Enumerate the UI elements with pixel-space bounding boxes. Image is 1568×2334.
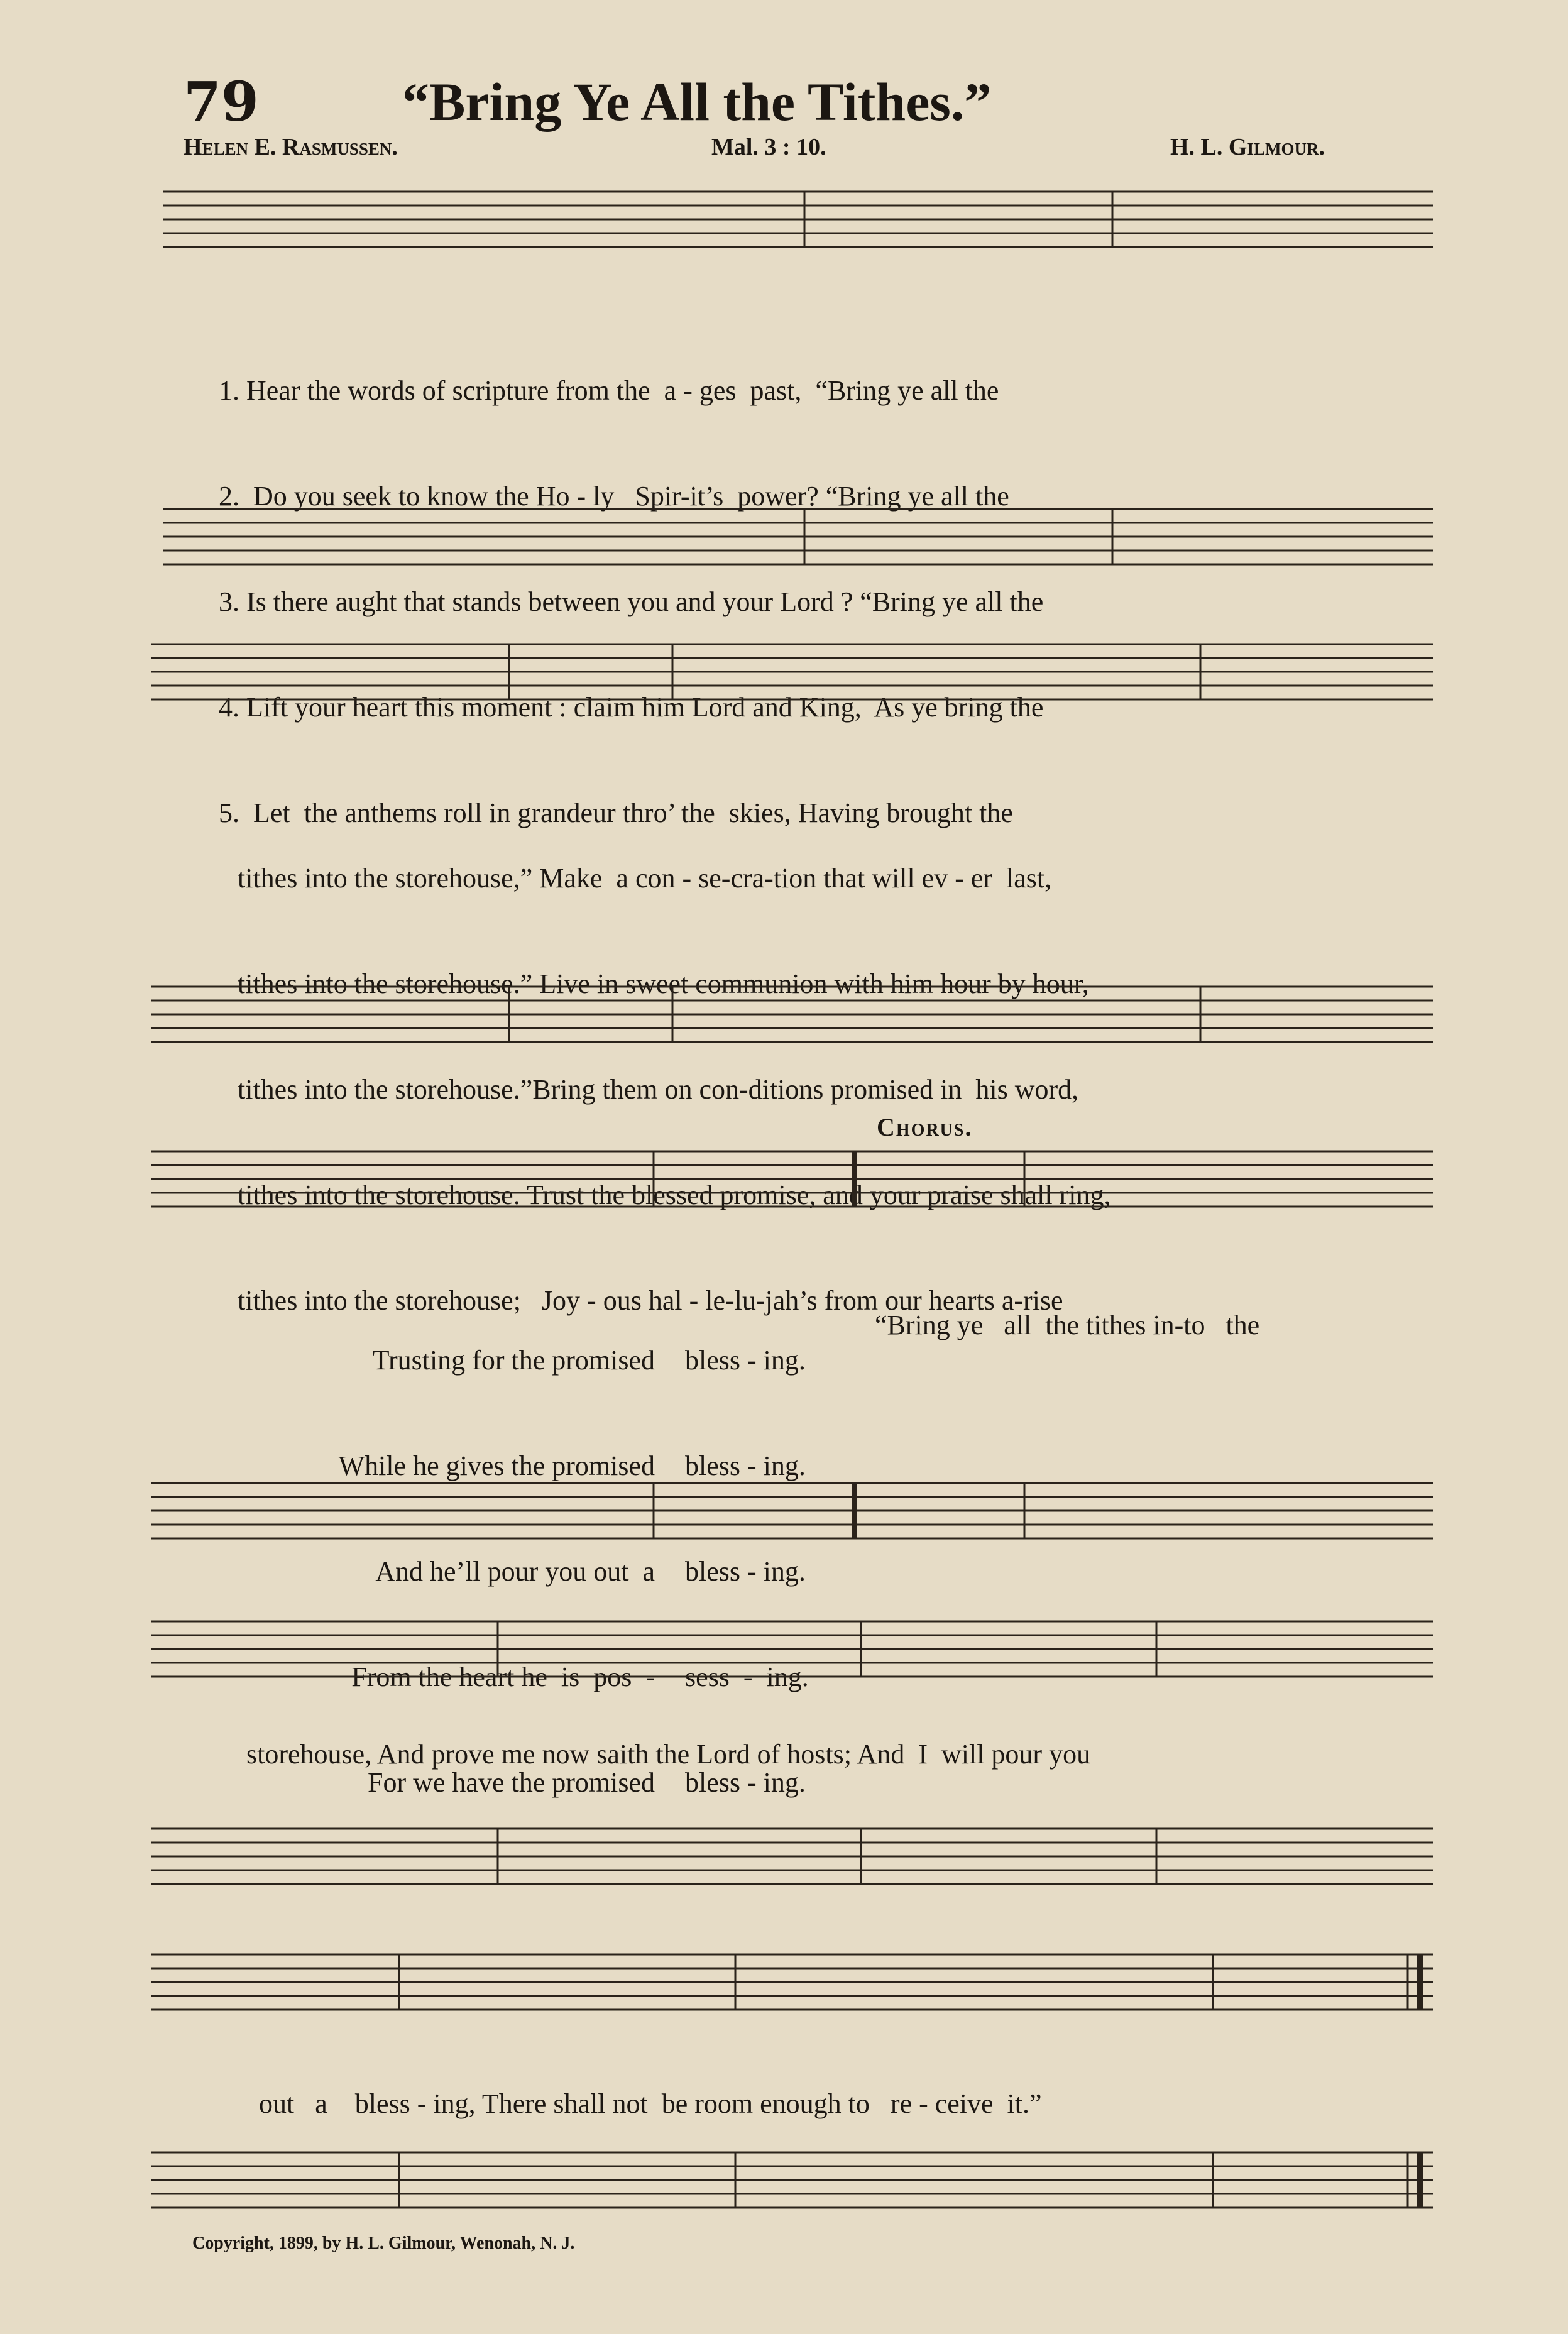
- system-5-lyric: out a bless - ing, There shall not be room enough to re - ceive it.”: [259, 2088, 1042, 2119]
- verse-line: 5. Let the anthems roll in grandeur thro’ the skies, Having brought the: [219, 797, 1013, 828]
- staff-lines: [151, 2134, 1433, 2240]
- staff-lines: [151, 1609, 1433, 1722]
- verse-ending: bless - ing.: [685, 1450, 806, 1481]
- system-2-bass-staff: [151, 968, 1433, 1075]
- hymn-title: “Bring Ye All the Tithes.”: [402, 72, 992, 132]
- composer-credit: H. L. Gilmour.: [1170, 134, 1325, 160]
- verse-line: tithes into the storehouse,” Make a con - se-cra-tion that will ev - er last,: [238, 863, 1052, 894]
- system-5-treble-staff: [151, 1942, 1433, 2055]
- verse-line: tithes into the storehouse. Trust the blessed promise, and your praise shall ring,: [238, 1180, 1111, 1210]
- system-1-treble-staff: [151, 179, 1433, 292]
- verse-line: From the heart he is pos -: [351, 1662, 655, 1692]
- staff-lines: [151, 1139, 1433, 1252]
- system-3-bass-staff: [151, 1464, 1433, 1571]
- verse-ending: sess - ing.: [685, 1662, 809, 1692]
- staff-lines: [151, 1810, 1433, 1917]
- verse-line: For we have the promised: [368, 1767, 655, 1798]
- verse-line: tithes into the storehouse; Joy - ous hal - le-lu-jah’s from our hearts a-rise: [238, 1285, 1063, 1316]
- scripture-reference: Mal. 3 : 10.: [711, 134, 826, 160]
- verse-line: And he’ll pour you out a: [375, 1556, 655, 1587]
- staff-lines: [151, 490, 1433, 597]
- verse-line: tithes into the storehouse.”Bring them on con-ditions promised in his word,: [238, 1074, 1079, 1105]
- verse-line: tithes into the storehouse.” Live in sweet communion with him hour by hour,: [238, 968, 1089, 999]
- system-4-lyric: storehouse, And prove me now saith the Lord of hosts; And I will pour you: [246, 1739, 1091, 1770]
- system-4-treble-staff: [151, 1609, 1433, 1722]
- verse-line: While he gives the promised: [338, 1450, 655, 1481]
- staff-lines: [151, 968, 1433, 1075]
- staff-lines: [151, 1942, 1433, 2055]
- staff-lines: [151, 1464, 1433, 1571]
- verse-line: 1. Hear the words of scripture from the a - ges past, “Bring ye all the: [219, 375, 999, 406]
- verse-line: 2. Do you seek to know the Ho - ly Spir-it’s power? “Bring ye all the: [219, 481, 1009, 512]
- verse-ending: bless - ing.: [685, 1767, 806, 1798]
- verse-line: 4. Lift your heart this moment : claim him Lord and King, As ye bring the: [219, 692, 1044, 723]
- chorus-label: Chorus.: [877, 1113, 973, 1141]
- staff-lines: [151, 632, 1433, 745]
- verse-ending: bless - ing.: [685, 1345, 806, 1376]
- system-5-bass-staff: [151, 2134, 1433, 2240]
- verse-ending: bless - ing.: [685, 1556, 806, 1587]
- verse-line: 3. Is there aught that stands between you and your Lord ? “Bring ye all the: [219, 586, 1044, 617]
- system-2-treble-staff: [151, 632, 1433, 745]
- hymn-number: 79: [184, 70, 259, 134]
- copyright-notice: Copyright, 1899, by H. L. Gilmour, Wenonah, N. J.: [192, 2233, 575, 2253]
- verse-line: Trusting for the promised: [372, 1345, 655, 1376]
- system-3-treble-staff: [151, 1139, 1433, 1252]
- system-1-bass-staff: [151, 490, 1433, 597]
- chorus-lyric: “Bring ye all the tithes in-to the: [875, 1310, 1260, 1340]
- system-4-bass-staff: [151, 1810, 1433, 1917]
- staff-lines: [151, 179, 1433, 292]
- author-credit: Helen E. Rasmussen.: [184, 134, 398, 160]
